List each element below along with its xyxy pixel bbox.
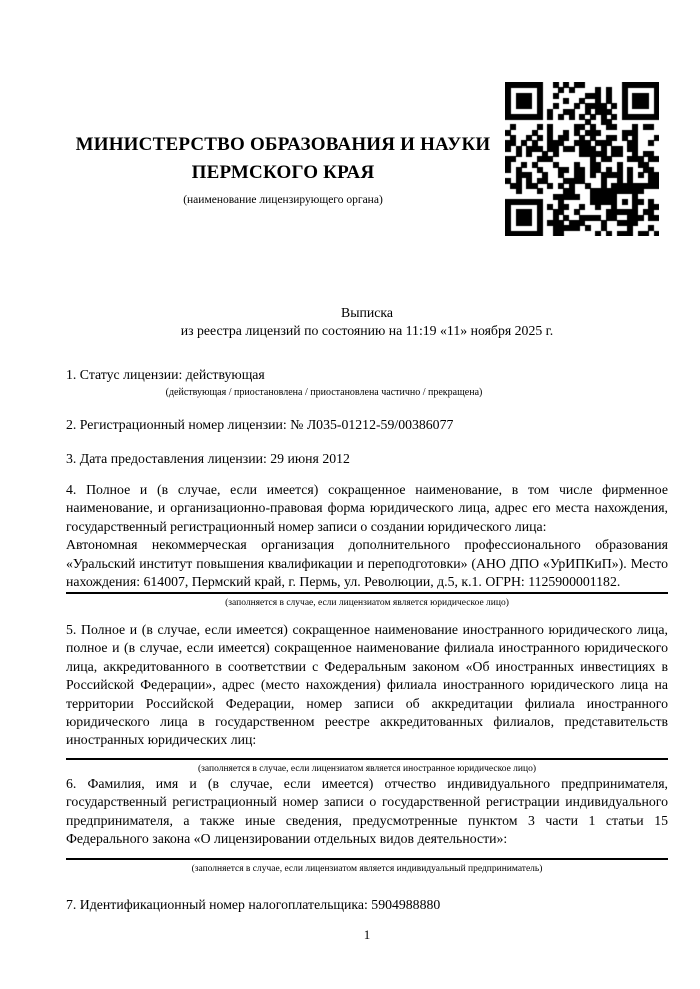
entrepreneur-note: (заполняется в случае, если лицензиатом является индивидуальный предприниматель) [191,863,543,874]
page-number: 1 [363,927,371,942]
authority-caption: (наименование лицензирующего органа) [183,194,383,206]
entrepreneur-label: 6. Фамилия, имя и (в случае, если имеется) отчество индивидуального предпринимателя, государственный регистрационный номер записи о государственной регистрации индивидуального предпринимателя, а также иные сведения, предусмотренные пунктом 3 части 1 статьи 15 Федерального закона «О лицензировании отдельных видов деятельности»: [66,776,668,847]
legal-entity-value: Автономная некоммерческая организация дополнительного профессионального образования «Уральский институт повышения квалификации и переподготовки» (АНО ДПО «УрИПКиП»). Место нахождения: 614007, Пермский край, г. Пермь, ул. Революции, д.5, к.1. ОГРН: 1125900001182. [66,537,668,590]
document-title: Выписка [341,305,393,320]
inn-text: 7. Идентификационный номер налогоплательщика: 5904988880 [66,897,441,912]
licensing-authority-header [66,131,500,207]
legal-entity-note: (заполняется в случае, если лицензиатом является юридическое лицо) [225,598,509,609]
foreign-entity-note: (заполняется в случае, если лицензиатом является иностранное юридическое лицо) [198,763,536,774]
field-grant-date [66,450,668,468]
field-entrepreneur [66,775,668,875]
authority-name-line1: МИНИСТЕРСТВО ОБРАЗОВАНИЯ И НАУКИ [75,134,491,155]
foreign-entity-label: 5. Полное и (в случае, если имеется) сокращенное наименование иностранного юридического лица, полное и (в случае, если имеется) сокращенное наименование филиала иностранного юридического лица, аккредитованного в соответствии с Федеральным законом «Об иностранных инвестициях в Российской Федерации», адрес (место нахождения) филиала иностранного юридического лица на территории Российской Федерации, номер записи об аккредитации филиала иностранного юридического лица в государственном реестре аккредитованных филиалов, представительств иностранных юридических лиц: [66,622,668,748]
registration-number-text: 2. Регистрационный номер лицензии: № Л035-01212-59/00386077 [66,417,454,432]
fill-line [66,758,668,760]
legal-entity-label: 4. Полное и (в случае, если имеется) сокращенное наименование, в том числе фирменное наименование, и организационно-правовая форма юридического лица, адрес его места нахождения, государственный регистрационный номер записи о создании юридического лица: [66,482,668,534]
fill-line [66,858,668,860]
qr-code-icon [505,82,659,236]
field-foreign-entity [66,621,668,775]
field-legal-entity [66,481,668,609]
field-registration-number [66,416,668,434]
license-status-note: (действующая / приостановлена / приостановлена частично / прекращена) [165,387,483,399]
field-inn [66,896,668,914]
field-license-status [66,366,668,399]
document-title-block [66,304,668,341]
fill-line [66,592,668,594]
grant-date-text: 3. Дата предоставления лицензии: 29 июня 2012 [66,451,350,466]
document-subtitle: из реестра лицензий по состоянию на 11:19 «11» ноября 2025 г. [180,323,554,339]
license-status-text: 1. Статус лицензии: действующая [66,367,265,382]
authority-name-line2: ПЕРМСКОГО КРАЯ [191,162,375,183]
